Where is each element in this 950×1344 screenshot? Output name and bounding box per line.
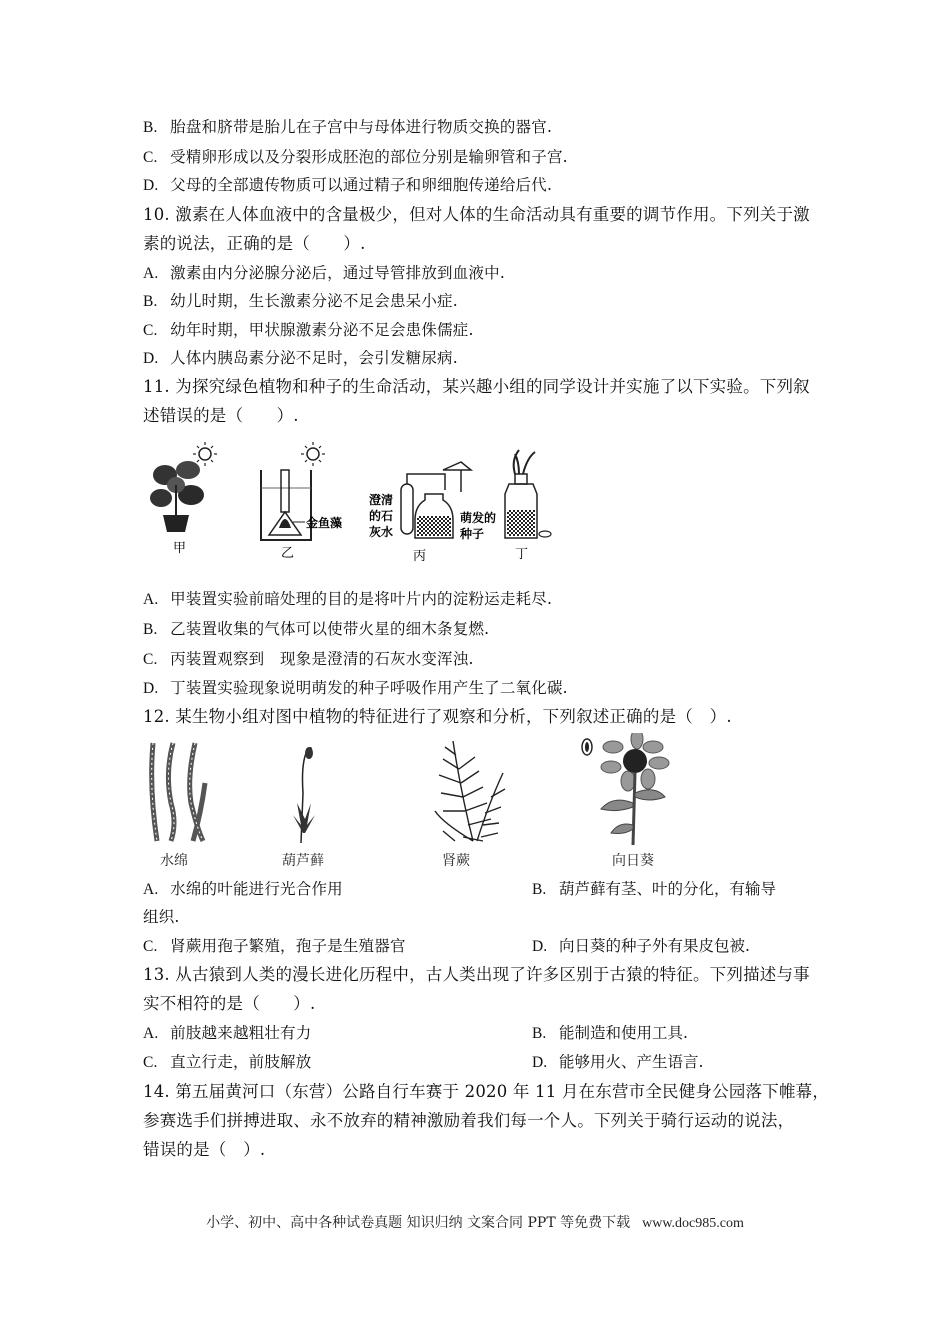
q14-stem-line2: 参赛选手们拼搏进取、永不放弃的精神激励着我们每一个人。下列关于骑行运动的说法，	[143, 1111, 795, 1130]
q10-option-b: B. 幼儿时期，生长激素分泌不足会患呆小症.	[143, 292, 458, 310]
plants-illustration	[143, 733, 703, 845]
plant-label-fern: 肾蕨	[442, 853, 470, 869]
q11-experiment-figure	[143, 440, 573, 575]
q11-option-d: D. 丁装置实验现象说明萌发的种子呼吸作用产生了二氧化碳.	[143, 679, 568, 697]
sprouting-seeds-jar-icon	[505, 450, 551, 538]
spirogyra-icon	[152, 743, 205, 841]
sun-icon	[301, 442, 325, 466]
q9-option-c: C. 受精卵形成以及分裂形成胚泡的部位分别是输卵管和子宫.	[143, 148, 568, 166]
q14-stem-line3: 错误的是（ ）.	[143, 1140, 266, 1159]
label-seeds-1: 萌发的	[460, 511, 497, 525]
label-yi: 乙	[281, 546, 295, 561]
q10-stem-line2: 素的说法，正确的是（ ）.	[143, 234, 366, 253]
q9-option-d: D. 父母的全部遗传物质可以通过精子和卵细胞传递给后代.	[143, 176, 553, 194]
q12-option-b-cont: 组织.	[143, 908, 180, 926]
q13-option-b: B. 能制造和使用工具.	[532, 1024, 688, 1042]
label-limewater-3: 灰水	[369, 525, 394, 539]
q11-stem-line2: 述错误的是（ ）.	[143, 406, 299, 425]
page-footer	[0, 1212, 950, 1232]
q9-option-b: B. 胎盘和脐带是胎儿在子宫中与母体进行物质交换的器官.	[143, 118, 553, 136]
plant-label-spirogyra: 水绵	[160, 853, 188, 869]
q12-option-b: B. 葫芦藓有茎、叶的分化，有输导	[532, 880, 776, 898]
q13-option-c: C. 直立行走，前肢解放	[143, 1053, 312, 1071]
label-limewater-2: 的石	[369, 509, 394, 523]
q14-stem-line1: 14. 第五届黄河口（东营）公路自行车赛于 2020 年 11 月在东营市全民健身公园落下帷幕，	[143, 1082, 830, 1101]
q10-option-d: D. 人体内胰岛素分泌不足时，会引发糖尿病.	[143, 349, 458, 367]
sunflower-icon	[582, 733, 669, 845]
experiment-illustration	[143, 440, 573, 575]
q12-option-d: D. 向日葵的种子外有果皮包被.	[532, 937, 750, 955]
label-jia: 甲	[173, 541, 187, 556]
q12-stem: 12. 某生物小组对图中植物的特征进行了观察和分析，下列叙述正确的是（ ）.	[143, 707, 732, 726]
footer-text: 小学、初中、高中各种试卷真题 知识归纳 文案合同 PPT 等免费下载	[206, 1215, 631, 1231]
q11-option-b: B. 乙装置收集的气体可以使带火星的细木条复燃.	[143, 620, 490, 638]
q10-option-c: C. 幼年时期，甲状腺激素分泌不足会患侏儒症.	[143, 321, 474, 339]
label-ding: 丁	[515, 547, 529, 562]
q13-stem-line1: 13. 从古猿到人类的漫长进化历程中，古人类出现了许多区别于古猿的特征。下列描述与事	[143, 965, 810, 984]
plant-label-moss: 葫芦藓	[282, 853, 324, 869]
footer-url[interactable]: www.doc985.com	[642, 1216, 744, 1231]
moss-icon	[293, 747, 315, 843]
q12-option-a: A. 水绵的叶能进行光合作用	[143, 880, 343, 898]
q10-stem-line1: 10. 激素在人体血液中的含量极少，但对人体的生命活动具有重要的调节作用。下列关于激	[143, 205, 810, 224]
fern-icon	[435, 741, 505, 841]
q10-option-a: A. 激素由内分泌腺分泌后，通过导管排放到血液中.	[143, 264, 505, 282]
potted-plant-icon	[150, 461, 204, 532]
beaker-icon	[261, 470, 311, 540]
label-bing: 丙	[413, 549, 427, 564]
sun-icon	[193, 442, 217, 466]
q13-option-d: D. 能够用火、产生语言.	[532, 1053, 704, 1071]
q11-stem-line1: 11. 为探究绿色植物和种子的生命活动，某兴趣小组的同学设计并实施了以下实验。下列叙	[143, 377, 810, 396]
label-limewater-1: 澄清	[369, 493, 394, 507]
q11-option-a: A. 甲装置实验前暗处理的目的是将叶片内的淀粉运走耗尽.	[143, 590, 553, 608]
q13-option-a: A. 前肢越来越粗壮有力	[143, 1024, 312, 1042]
q13-stem-line2: 实不相符的是（ ）.	[143, 994, 316, 1013]
q11-option-c: C. 丙装置观察到 现象是澄清的石灰水变浑浊.	[143, 650, 474, 668]
plant-label-sunflower: 向日葵	[612, 853, 654, 869]
label-seeds-2: 种子	[460, 527, 485, 541]
label-goldfish-weed: 金鱼藻	[306, 516, 343, 530]
q12-option-c: C. 肾蕨用孢子繁殖，孢子是生殖器官	[143, 937, 406, 955]
